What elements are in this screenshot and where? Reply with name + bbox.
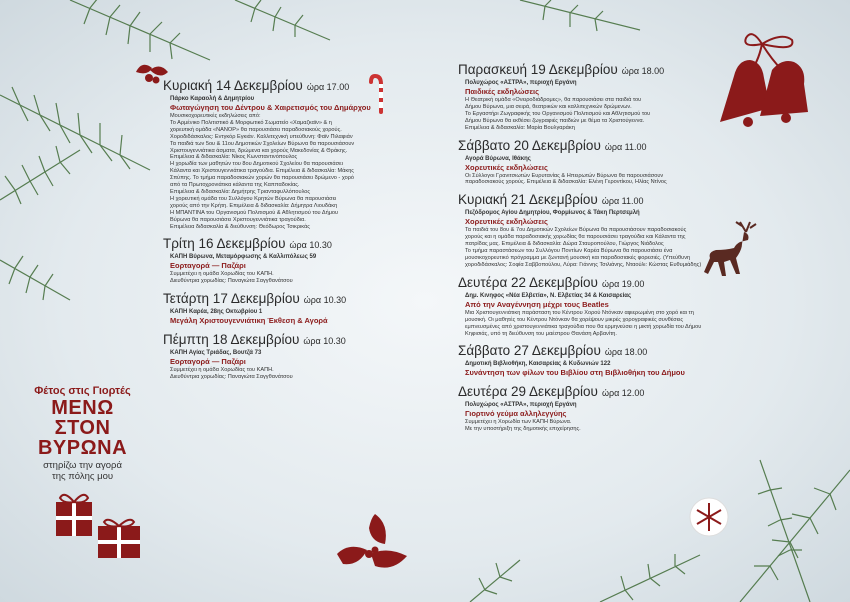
event-title: Φωταγώγηση του Δέντρου & Χαιρετισμός του Δημάρχου bbox=[170, 103, 371, 112]
event-day: Κυριακή 14 Δεκεμβρίου ώρα 17.00 bbox=[163, 78, 350, 93]
event-title: Γιορτινό γεύμα αλληλεγγύης bbox=[465, 409, 567, 419]
event-day: Σάββατο 27 Δεκεμβρίου ώρα 18.00 bbox=[458, 343, 648, 359]
event-title: Μεγάλη Χριστουγεννιάτικη Έκθεση & Αγορά bbox=[170, 316, 328, 326]
slogan-line-5: της πόλης μου bbox=[51, 471, 114, 482]
event-day: Δευτέρα 29 Δεκεμβρίου ώρα 12.00 bbox=[458, 384, 645, 400]
event-day: Παρασκευή 19 Δεκεμβρίου ώρα 18.00 bbox=[458, 62, 665, 77]
slogan-line-2: ΜΕΝΩ bbox=[51, 397, 114, 419]
event-block bbox=[458, 384, 803, 433]
event-title: Χορευτικές εκδηλώσεις bbox=[465, 162, 548, 172]
gift-boxes-icon bbox=[50, 490, 150, 570]
event-title: Εορταγορά — Παζάρι bbox=[170, 261, 246, 271]
right-event-column bbox=[458, 62, 803, 439]
event-block bbox=[458, 192, 803, 268]
event-venue: Πολυχώρος «ΑΣΤΡΑ», περιοχή Εργάνη bbox=[465, 80, 577, 86]
event-venue: Δημ. Κινηφος «Νέα Ελβετία», Ν. Ελβετίας 34 & Καισαρείας bbox=[465, 292, 632, 299]
event-description: Συμμετέχει η Χορωδία των ΚΑΠΗ Βύρωνα. Με την υποστήριξη της δημοτικής επιχείρησης. bbox=[465, 419, 581, 433]
event-block bbox=[163, 78, 398, 230]
event-block bbox=[163, 236, 398, 285]
event-description: Μουσικοχορευτικές εκδηλώσεις από: Το Αρμένικο Πολιτιστικό & Μορφωτικό Σωματείο «Χαμαζκαϊν» & η χορευτική ομάδα «ΝΑΝΟΡ» θα παρουσιάσει παραδοσιακούς χορούς. Χοροδιδάσκαλος: Εντγκόρ Εγκιάν. Καλλιτεχνική υπεύθυνη: Φαϊν Πιλαφιάν Τα παιδιά των 5ου & 11ου Δημοτικών Σχολείων Βύρωνα θα παρουσιάσουν Χριστουγεννιάτικα άσματα, δρώμενα και χορούς Μακεδονίας & Θράκης. Επιμέλεια & διδασκαλία: Νίκος Κωνσταντινόπουλος Η χορωδία των μαθητών του 8ου Δημοτικού Σχολείου θα παρουσιάσει Κάλαντα και Χριστουγεννιάτικα τραγούδια. Επιμέλεια & διδασκαλία: Μάκης Σπύπης. Το τμήμα παραδοσιακών χορών θα παρουσιάσει δρώμενο - χορό από τα Πρωτοχρονιάτικα κάλαντα της Καππαδοκίας. Επιμέλεια & διδασκαλία: Δημήτρης Τριανταφυλλόπουλος Η χορευτική ομάδα του Συλλόγου Κρητών Βύρωνα θα παρουσιάσει χορούς από την Κρήτη. Επιμέλεια & διδασκαλία: Δήμητρα Λιουδάκη Η ΜΠΑΝΤΙΝΑ του Οργανισμού Πολιτισμού & Αθλητισμού του Δήμου Βύρωνα θα παρουσιάσει Χριστουγεννιάτικα τραγούδια. Επιμέλεια διδασκαλία & διεύθυνση: Θεόδωρος Τσικρικάς bbox=[170, 113, 355, 230]
event-block bbox=[458, 62, 803, 132]
event-description: Τα παιδιά του 8ου & 7ου Δημοτικών Σχολείων Βύρωνα θα παρουσιάσουν παραδοσιακούς χορούς και η ομάδα παραδοσιακής χορωδίας θα παρουσιάσει τραγούδια και Κάλαντα της πατρίδας μας. Επιμέλεια & διδασκαλία: Δώρα Σταυροπούλου, Γιώργος Νιάδολος Το τμήμα παραστάσεων του Συλλόγου Ποντίων Καρέα Βύρωνα θα παρουσιάσει ένα μουσικοχορευτικό πρόγραμμα με ζωντανή μουσική και παραδοσιακές φορεσιές. (Υπεύθυνη χοροδιδάσκαλος: Σοφία Σαββοπούλου, Λύρα: Γιάννης Τσιλιάνης, Νταούλι: Κώστας Ευθυμιάδης) bbox=[465, 227, 702, 268]
event-title: Συνάντηση των φίλων του Βιβλίου στη Βιβλιοθήκη του Δήμου bbox=[465, 368, 685, 378]
event-venue: Πολυχώρος «ΑΣΤΡΑ», περιοχή Εργάνη bbox=[465, 402, 577, 409]
event-block bbox=[458, 275, 803, 338]
event-title: Εορταγορά — Παζάρι bbox=[170, 357, 246, 367]
campaign-slogan bbox=[10, 385, 155, 482]
snowflake-badge-icon bbox=[689, 497, 729, 537]
event-block bbox=[163, 332, 398, 381]
event-venue: ΚΑΠΗ Αγίας Τριάδας, Βουτζά 73 bbox=[170, 350, 262, 357]
event-day: Κυριακή 21 Δεκεμβρίου ώρα 11.00 bbox=[458, 192, 644, 208]
event-description: Οι Σύλλογοι Γρανιτσιωτών Ευρυτανίας & Ηπειρωτών Βύρωνα θα παρουσιάσουν παραδοσιακούς χορούς. Επιμέλεια & διδασκαλία: Ελένη Γεροντίκου, Ηλίας Ντίνος bbox=[465, 172, 667, 186]
event-block bbox=[163, 291, 398, 326]
slogan-line-3: ΣΤΟΝ ΒΥΡΩΝΑ bbox=[37, 417, 128, 459]
left-event-column bbox=[163, 78, 398, 387]
event-block bbox=[458, 343, 803, 378]
slogan-line-4: στηρίζω την αγορά bbox=[43, 460, 122, 471]
event-venue: ΚΑΠΗ Καρέα, 28ης Οκτωβρίου 1 bbox=[170, 309, 263, 316]
event-venue: Αγορά Βύρωνα, Ιθάκης bbox=[465, 155, 531, 162]
event-venue: ΚΑΠΗ Βύρωνα, Μεταμόρφωσης & Καλλιπόλεως 59 bbox=[170, 254, 317, 261]
event-day: Δευτέρα 22 Δεκεμβρίου ώρα 19.00 bbox=[458, 274, 645, 290]
event-title: Παιδικές εκδηλώσεις bbox=[465, 87, 540, 96]
event-description: Συμμετέχει η ομάδα Χορωδίας του ΚΑΠΗ. Διευθύντρια χορωδίας: Παναγιώτα Σαγγθανάτσου bbox=[170, 271, 293, 285]
event-venue: Δημοτική Βιβλιοθήκη, Καισαρείας & Κυδωνιών 122 bbox=[465, 361, 611, 368]
event-title: Χορευτικές εκδηλώσεις bbox=[465, 217, 548, 227]
event-description: Η Θεατρική ομάδα «Ονειροδιάδρομες», θα παρουσιάσει στα παιδιά του Δήμου Βύρωνα, μια σειρά, θεατρικών και καλλιτεχνικών δρώμενων. Το Εργαστήρι Ζωγραφικής του Οργανισμού Πολιτισμού και Αθλητισμού του Δήμου Βύρωνα θα εκθέσει ζωγραφιές παιδιών με θέμα τα Χριστούγεννα. Επιμέλεια & διδασκαλία: Μαρία Βουλγαράκη bbox=[465, 97, 651, 131]
event-day: Τρίτη 16 Δεκεμβρίου ώρα 10.30 bbox=[163, 236, 332, 252]
slogan-line-1: Φέτος στις Γιορτές bbox=[34, 385, 131, 397]
event-venue: Πάρκο Καραολή & Δημητρίου bbox=[170, 96, 255, 102]
event-description: Συμμετέχει η ομάδα Χορωδίας του ΚΑΠΗ. Διευθύντρια χορωδίας: Παναγιώτα Σαγγθανάτσου bbox=[170, 367, 293, 381]
event-description: Μια Χριστουγεννιάτικη παράσταση του Κέντρου Χορού Ντόνκαν αφιερωμένη στο χορό και τη μουσική. Οι μαθητές του Κέντρου Ντόνκαν θα χορέψουν μικρές χορογραφικές συνθέσεις εμπνευσμένες από χριστουγεννιάτικα τραγούδια που θα ερμηνεύσει η μικτή χορωδία του Δήμου Κηφισιάς, υπό τη διεύθυνση του μαέστρου Θανάση Αρβανίτη. bbox=[465, 309, 702, 337]
holly-leaves-icon bbox=[335, 510, 415, 580]
event-title: Από την Αναγέννηση μέχρι τους Beatles bbox=[465, 299, 609, 309]
event-venue: Πεζόδρομος Αγίου Δημητρίου, Φορμίωνος & Τάκη Περτσεμλή bbox=[465, 210, 640, 217]
event-day: Σάββατο 20 Δεκεμβρίου ώρα 11.00 bbox=[458, 137, 647, 153]
event-day: Τετάρτη 17 Δεκεμβρίου ώρα 10.30 bbox=[163, 291, 347, 307]
event-day: Πέμπτη 18 Δεκεμβρίου ώρα 10.30 bbox=[163, 332, 346, 348]
event-block bbox=[458, 138, 803, 187]
